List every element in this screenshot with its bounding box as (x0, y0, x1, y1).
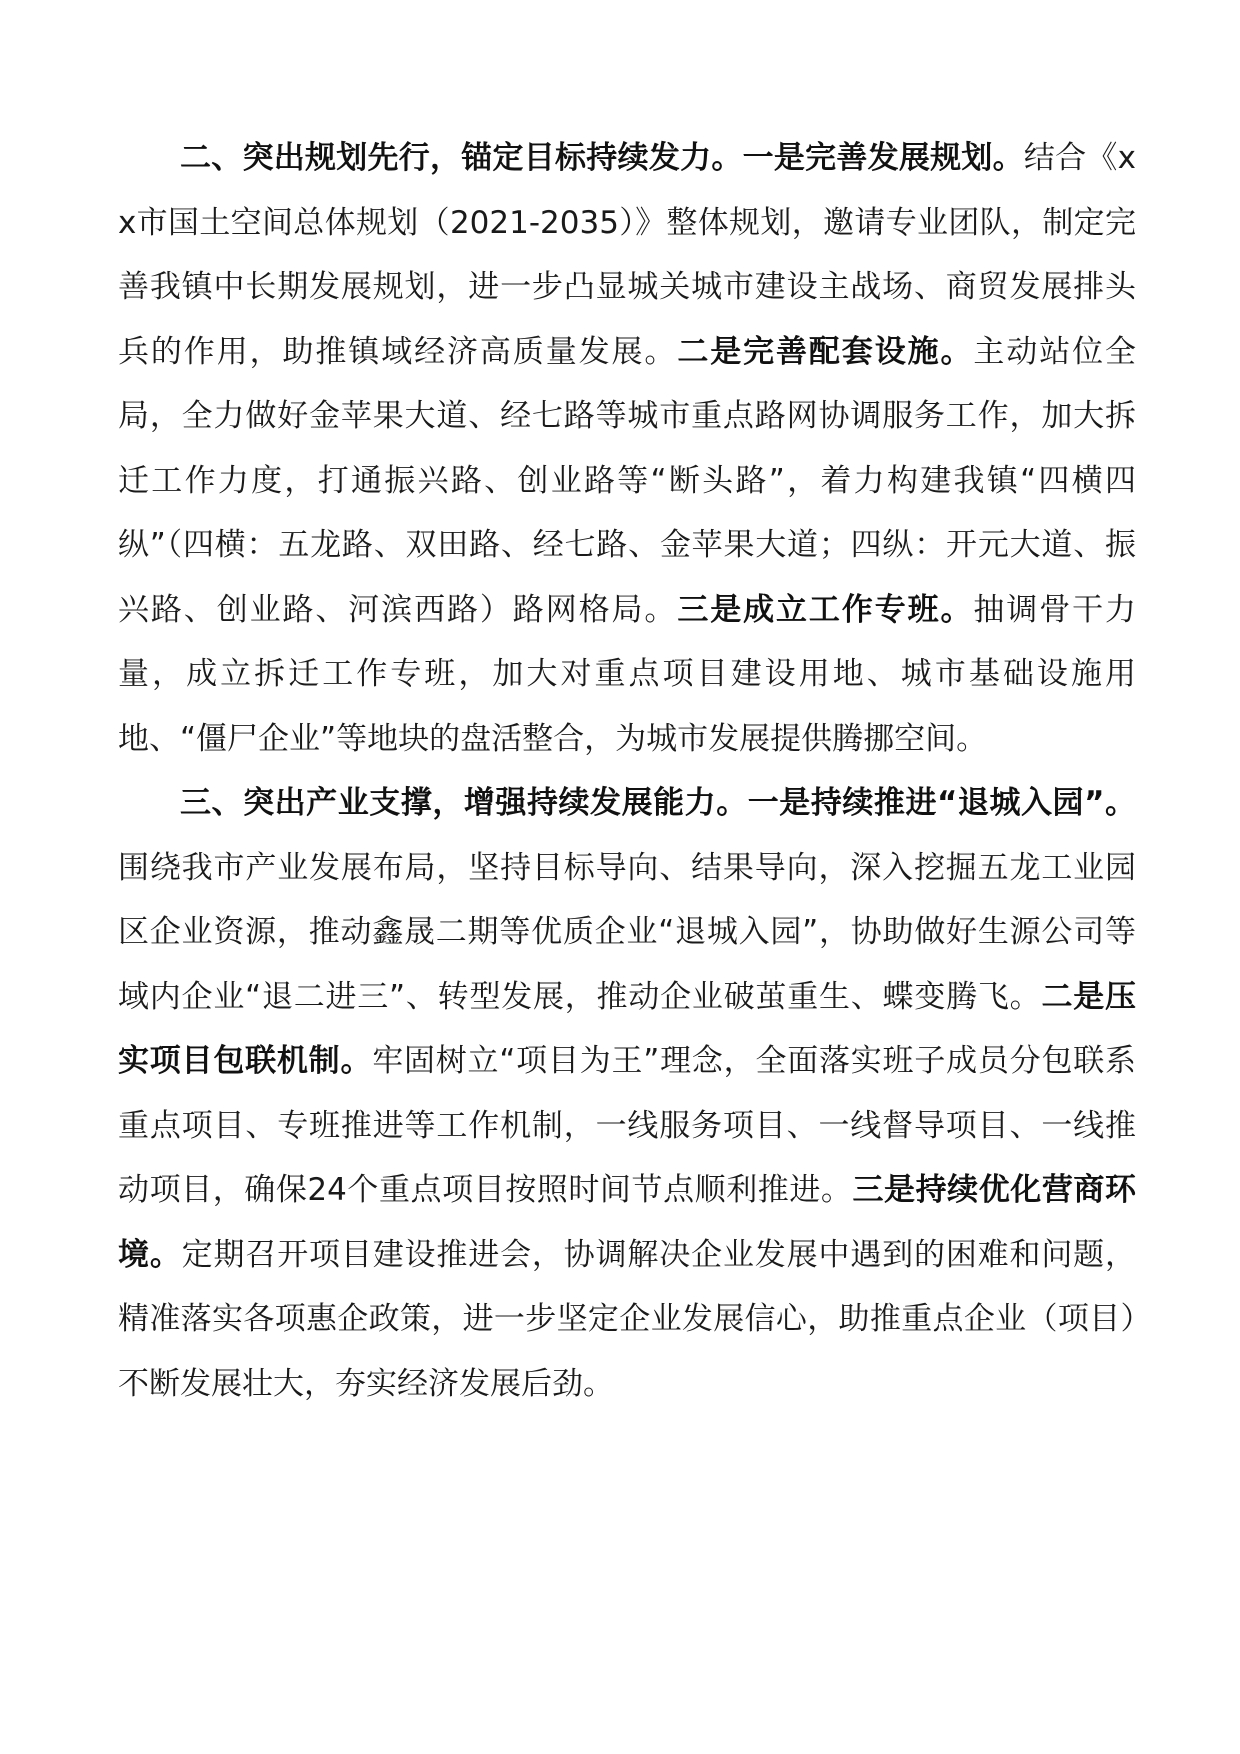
paragraph-planning (118, 126, 1136, 771)
point-label: 二是压实项目包联机制。 (118, 978, 1136, 1079)
point-label: 一是完善发展规划。 (742, 140, 1024, 176)
point-label: 三是成立工作专班。 (677, 591, 974, 628)
paragraph-industry (118, 771, 1136, 1416)
paragraph-heading: 二、突出规划先行，锚定目标持续发力。 (180, 140, 743, 176)
document-body (118, 126, 1136, 1416)
point-text: 牢固树立“项目为王”理念，全面落实班子成员分包联系重点项目、专班推进等工作机制，一线服务项目、一线督导项目、一线推动项目，确保24个重点项目按照时间节点顺利推进。 (118, 1043, 1136, 1208)
point-text: 主动站位全局，全力做好金苹果大道、经七路等城市重点路网协调服务工作，加大拆迁工作力度，打通振兴路、创业路等“断头路”，着力构建我镇“四横四纵”（四横：五龙路、双田路、经七路、金苹果大道；四纵：开元大道、振兴路、创业路、河滨西路）路网格局。 (118, 333, 1137, 628)
point-label: 一是持续推进“退城入园”。 (747, 785, 1136, 821)
point-text: 围绕我市产业发展布局，坚持目标导向、结果导向，深入挖掘五龙工业园区企业资源，推动鑫晟二期等优质企业“退城入园”，协助做好生源公司等域内企业“退二进三”、转型发展，推动企业破茧重生、蝶变腾飞。 (118, 849, 1136, 1015)
point-text: 定期召开项目建设推进会，协调解决企业发展中遇到的困难和问题，精准落实各项惠企政策，进一步坚定企业发展信心，助推重点企业（项目）不断发展壮大，夯实经济发展后劲。 (118, 1236, 1137, 1402)
point-label: 三是持续优化营商环境。 (118, 1172, 1136, 1273)
point-text: 结合《xx市国土空间总体规划（2021-2035）》整体规划，邀请专业团队，制定完善我镇中长期发展规划，进一步凸显城关城市建设主战场、商贸发展排头兵的作用，助推镇域经济高质量发展。 (118, 140, 1137, 370)
point-text: 抽调骨干力量，成立拆迁工作专班，加大对重点项目建设用地、城市基础设施用地、“僵尸企业”等地块的盘活整合，为城市发展提供腾挪空间。 (118, 591, 1137, 757)
paragraph-heading: 三、突出产业支撑，增强持续发展能力。 (180, 785, 748, 821)
point-label: 二是完善配套设施。 (677, 333, 974, 370)
